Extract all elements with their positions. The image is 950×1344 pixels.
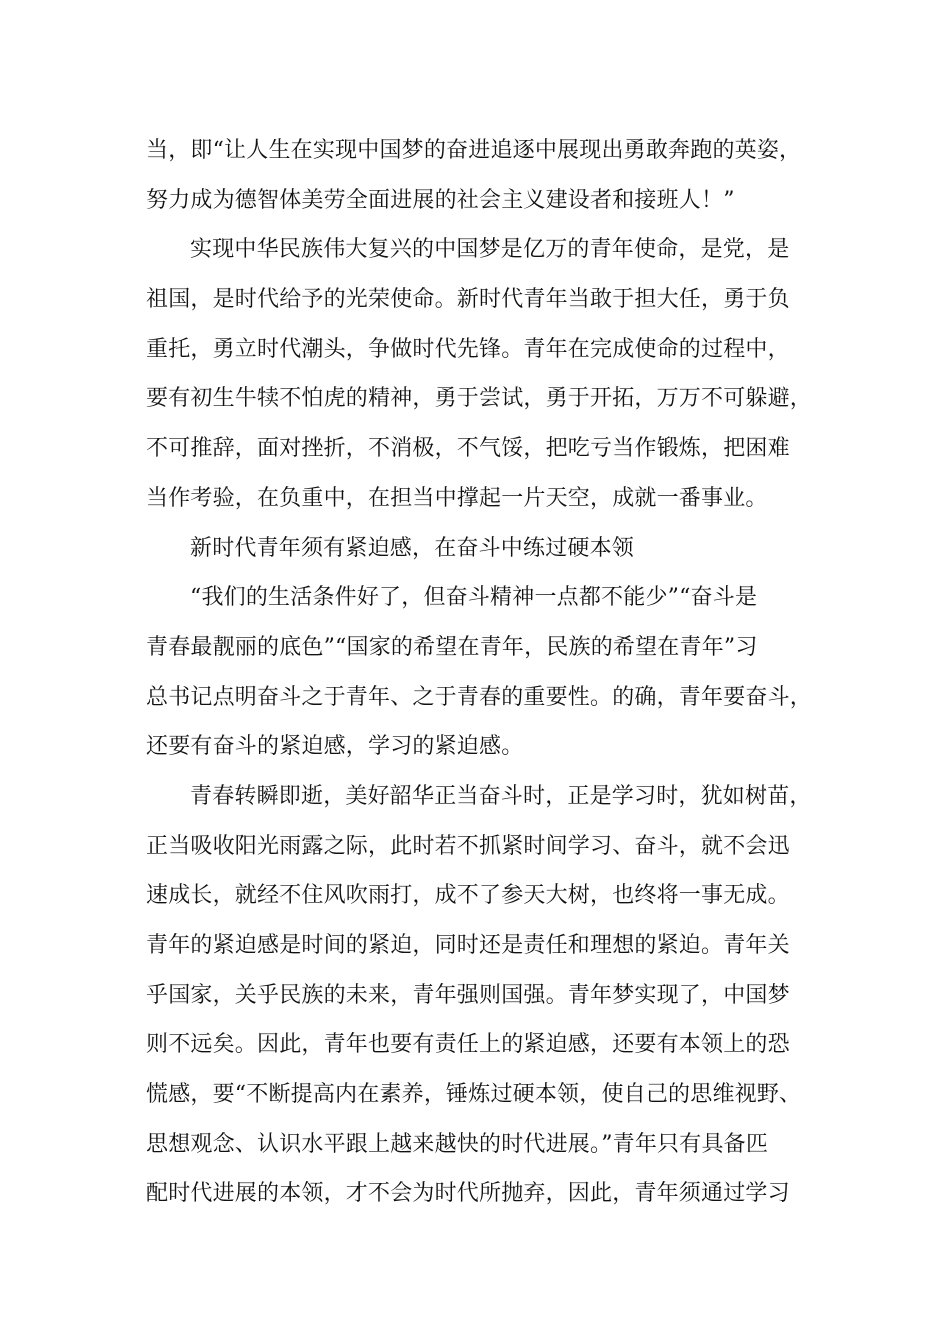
body-text (146, 126, 826, 1219)
text-line: 配时代进展的本领，才不会为时代所抛弃，因此，青年须通过学习 (146, 1181, 790, 1207)
text-line: 思想观念、认识水平跟上越来越快的时代进展。”青年只有具备匹 (146, 1131, 769, 1157)
text-line: 还要有奋斗的紧迫感，学习的紧迫感。 (146, 734, 524, 760)
text-line: 速成长，就经不住风吹雨打，成不了参天大树，也终将一事无成。 (146, 883, 790, 909)
text-line: 实现中华民族伟大复兴的中国梦是亿万的青年使命，是党，是 (190, 237, 790, 263)
text-line: 青春最靓丽的底色”“国家的希望在青年，民族的希望在青年”习 (146, 634, 758, 660)
text-line: 祖国，是时代给予的光荣使命。新时代青年当敢于担大任，勇于负 (146, 287, 790, 313)
text-line: 当，即“让人生在实现中国梦的奋进追逐中展现出勇敢奔跑的英姿， (146, 138, 802, 163)
text-line: 乎国家，关乎民族的未来，青年强则国强。青年梦实现了，中国梦 (146, 982, 790, 1008)
text-line: 努力成为德智体美劳全面进展的社会主义建设者和接班人！” (146, 187, 735, 213)
text-line: 青年的紧迫感是时间的紧迫，同时还是责任和理想的紧迫。青年关 (146, 933, 790, 958)
text-line: “我们的生活条件好了，但奋斗精神一点都不能少”“奋斗是 (190, 585, 758, 611)
text-line: 要有初生牛犊不怕虎的精神，勇于尝试，勇于开拓，万万不可躲避， (146, 386, 813, 412)
text-line: 则不远矣。因此，青年也要有责任上的紧迫感，还要有本领上的恐 (146, 1032, 790, 1058)
text-line: 不可推辞，面对挫折，不消极，不气馁，把吃亏当作锻炼，把困难 (146, 436, 790, 462)
text-line: 慌感，要“不断提高内在素养，锤炼过硬本领，使自己的思维视野、 (146, 1082, 802, 1108)
text-line: 重托，勇立时代潮头，争做时代先锋。青年在完成使命的过程中， (146, 336, 790, 362)
text-line: 青春转瞬即逝，美好韶华正当奋斗时，正是学习时，犹如树苗， (190, 783, 812, 809)
text-line: 正当吸收阳光雨露之际，此时若不抓紧时间学习、奋斗，就不会迅 (146, 833, 790, 859)
section-heading: 新时代青年须有紧迫感，在奋斗中练过硬本领 (190, 535, 635, 561)
text-line: 总书记点明奋斗之于青年、之于青春的重要性。的确，青年要奋斗， (146, 684, 813, 710)
text-line: 当作考验，在负重中，在担当中撑起一片天空，成就一番事业。 (146, 485, 768, 511)
